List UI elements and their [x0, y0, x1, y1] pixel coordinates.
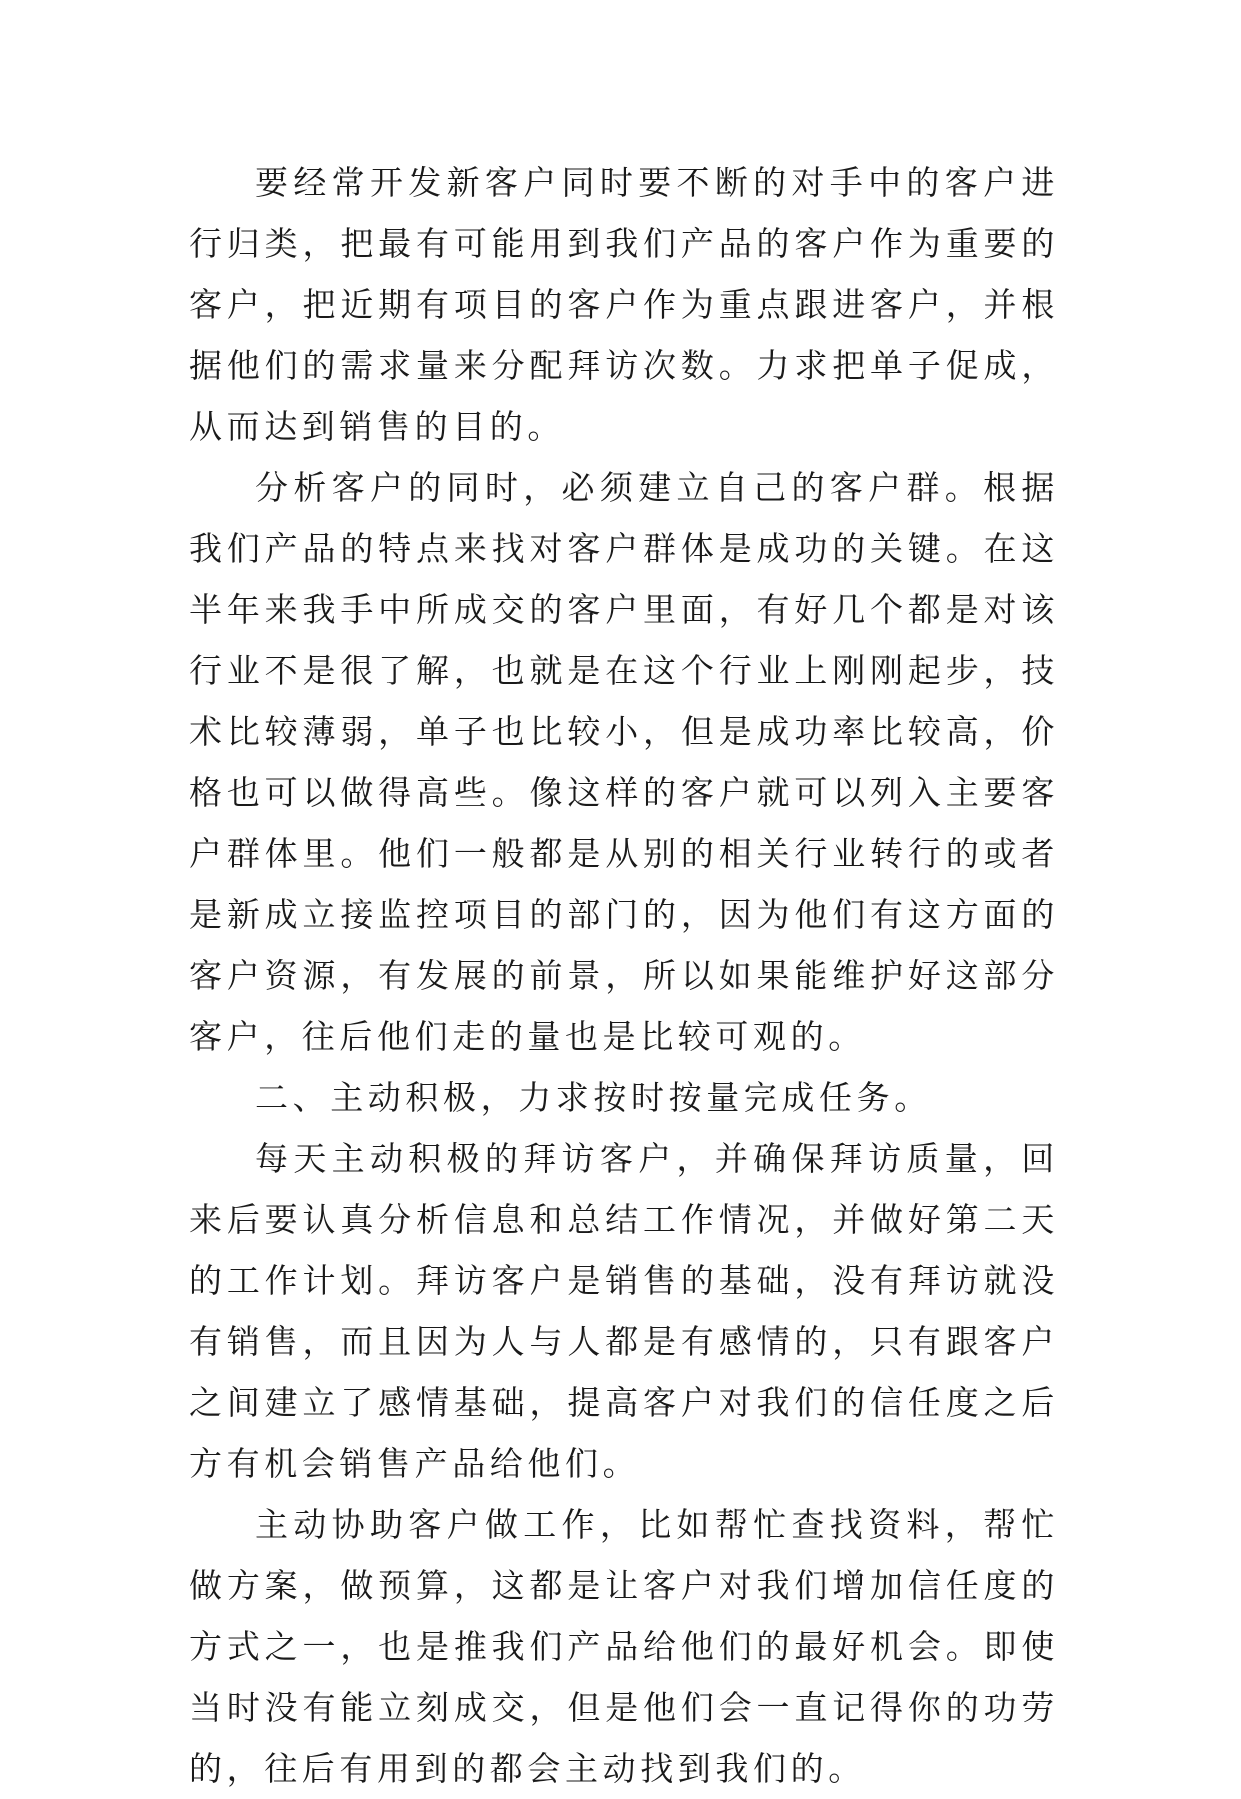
document-body: [189, 152, 1059, 1799]
paragraph-3: 每天主动积极的拜访客户，并确保拜访质量，回来后要认真分析信息和总结工作情况，并做好第二天的工作计划。拜访客户是销售的基础，没有拜访就没有销售，而且因为人与人都是有感情的，只有跟客户之间建立了感情基础，提高客户对我们的信任度之后方有机会销售产品给他们。: [189, 1139, 1059, 1483]
paragraph-4: 主动协助客户做工作，比如帮忙查找资料，帮忙做方案，做预算，这都是让客户对我们增加信任度的方式之一，也是推我们产品给他们的最好机会。即使当时没有能立刻成交，但是他们会一直记得你的功劳的，往后有用到的都会主动找到我们的。: [189, 1505, 1059, 1788]
section-heading-2: 二、主动积极，力求按时按量完成任务。: [255, 1078, 932, 1117]
paragraph-1: 要经常开发新客户同时要不断的对手中的客户进行归类，把最有可能用到我们产品的客户作为重要的客户，把近期有项目的客户作为重点跟进客户，并根据他们的需求量来分配拜访次数。力求把单子促成，从而达到销售的目的。: [189, 163, 1059, 446]
paragraph-2: 分析客户的同时，必须建立自己的客户群。根据我们产品的特点来找对客户群体是成功的关键。在这半年来我手中所成交的客户里面，有好几个都是对该行业不是很了解，也就是在这个行业上刚刚起步，技术比较薄弱，单子也比较小，但是成功率比较高，价格也可以做得高些。像这样的客户就可以列入主要客户群体里。他们一般都是从别的相关行业转行的或者是新成立接监控项目的部门的，因为他们有这方面的客户资源，有发展的前景，所以如果能维护好这部分客户，往后他们走的量也是比较可观的。: [189, 468, 1059, 1056]
